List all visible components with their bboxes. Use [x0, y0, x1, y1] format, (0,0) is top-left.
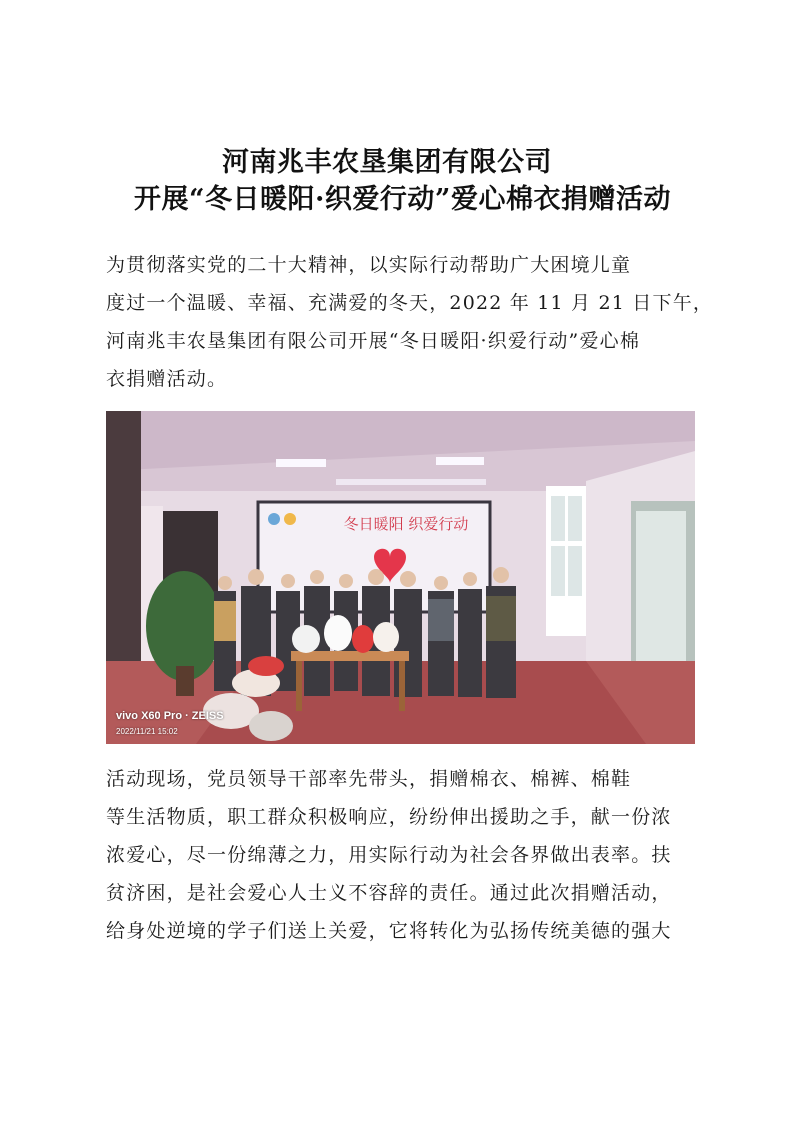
paragraph-line: 贫济困，是社会爱心人士义不容辞的责任。通过此次捐赠活动， [106, 882, 672, 904]
event-photo-illustration [106, 411, 695, 744]
paragraph-line: 衣捐赠活动。 [106, 368, 228, 390]
paragraph-line: 为贯彻落实党的二十大精神，以实际行动帮助广大困境儿童 [106, 254, 632, 276]
paragraph-line: 活动现场，党员领导干部率先带头，捐赠棉衣、棉裤、棉鞋 [106, 768, 632, 790]
document-title-line-2: 开展“冬日暖阳·织爱行动”爱心棉衣捐赠活动 [134, 184, 671, 215]
event-photo [106, 411, 695, 744]
paragraph-line: 浓爱心，尽一份绵薄之力，用实际行动为社会各界做出表率。扶 [106, 844, 672, 866]
banner-text: 冬日暖阳 织爱行动 [343, 515, 469, 533]
camera-watermark: vivo X60 Pro · ZEISS [116, 710, 224, 722]
paragraph-line: 等生活物质，职工群众积极响应，纷纷伸出援助之手，献一份浓 [106, 806, 672, 828]
paragraph-line: 河南兆丰农垦集团有限公司开展“冬日暖阳·织爱行动”爱心棉 [106, 330, 641, 352]
photo-timestamp: 2022/11/21 15:02 [116, 727, 178, 736]
paragraph-line: 给身处逆境的学子们送上关爱，它将转化为弘扬传统美德的强大 [106, 920, 672, 942]
document-title-line-1: 河南兆丰农垦集团有限公司 [222, 147, 552, 178]
paragraph-line: 度过一个温暖、幸福、充满爱的冬天，2022 年 11 月 21 日下午， [106, 292, 714, 314]
paragraph-intro [106, 246, 714, 398]
paragraph-activity [106, 760, 696, 950]
